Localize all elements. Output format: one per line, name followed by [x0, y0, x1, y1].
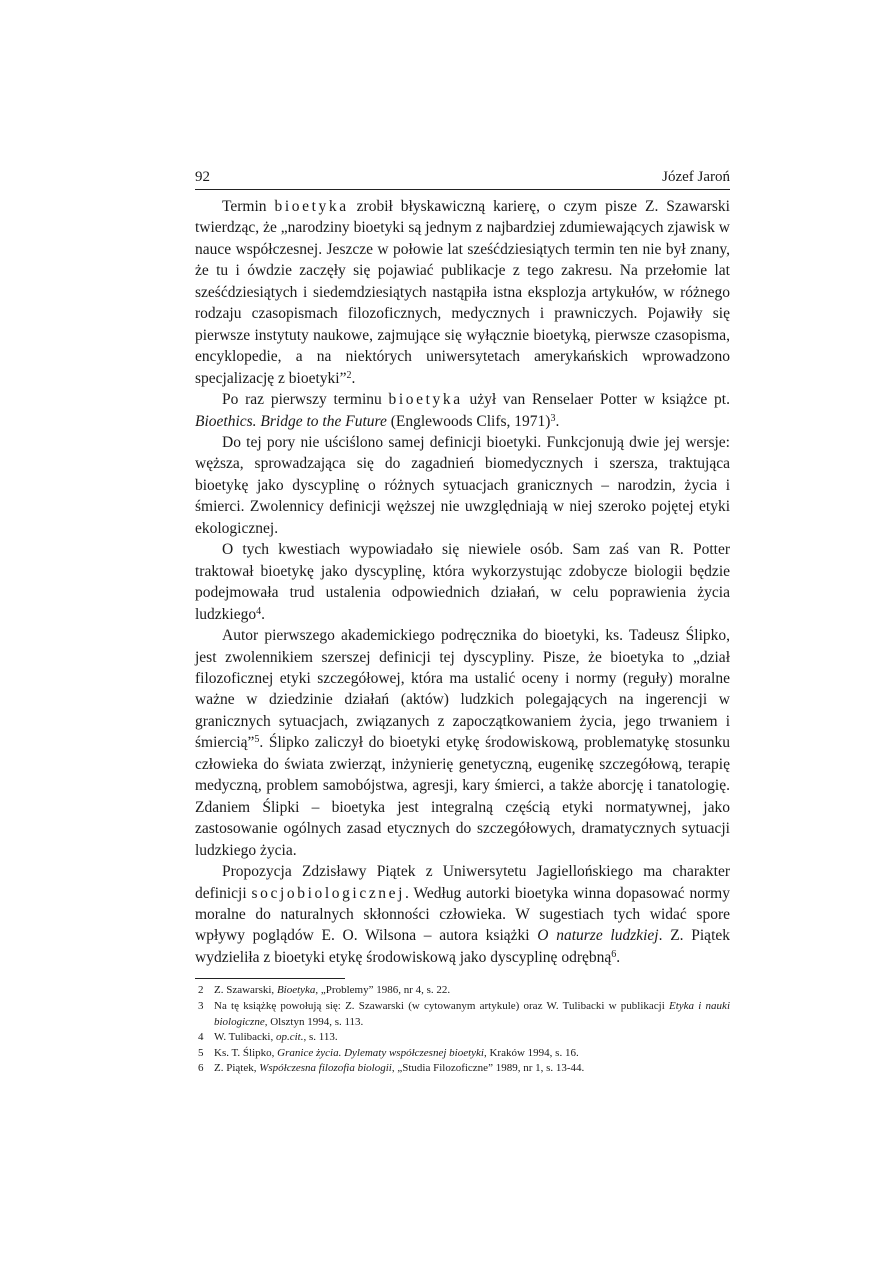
footnote: 6 Z. Piątek, Współczesna filozofia biologii, „Studia Filozoficzne” 1989, nr 1, s. 13-44.	[195, 1061, 730, 1077]
footnote-number: 3	[198, 999, 204, 1012]
footnote-number: 5	[198, 1046, 204, 1059]
running-header-author: Józef Jaroń	[662, 169, 730, 185]
paragraph: Do tej pory nie uściślono samej definicji bioetyki. Funkcjonują dwie jej wersje: węższa, sprowadzająca się do zagadnień biomedycznych i szersza, traktująca bioetykę jako dyscyplinę o różnych sytuacjach granicznych – narodzin, życia i śmierci. Zwolennicy definicji węższej nie uwzględniają w niej szeroko pojętej etyki ekologicznej.	[195, 433, 730, 537]
footnote-number: 4	[198, 1031, 204, 1044]
footnote: 3 Na tę książkę powołują się: Z. Szawarski (w cytowanym artykule) oraz W. Tulibacki w publikacji Etyka i nauki biologiczne, Olsztyn 1994, s. 113.	[195, 999, 730, 1030]
footnote: 4 W. Tulibacki, op.cit., s. 113.	[195, 1030, 730, 1046]
body-text	[195, 196, 730, 968]
paragraph: Po raz pierwszy terminu bioetyka użył van Renselaer Potter w książce pt. Bioethics. Bridge to the Future (Englewoods Clifs, 1971)$^3$.	[195, 391, 730, 430]
book-title: Bioethics. Bridge to the Future	[195, 412, 387, 430]
spaced-term: bioetyka	[388, 391, 463, 409]
footnote-divider	[195, 978, 345, 979]
paragraph: Autor pierwszego akademickiego podręcznika do bioetyki, ks. Tadeusz Ślipko, jest zwolennikiem szerszej definicji tej dyscypliny. Pisze, że bioetyka to „dział filozoficznej etyki szczegółowej, która ma ustalić oceny i normy (reguły) moralne ważne w dziedzinie działań (aktów) ludzkich polegających na ingerencji w granicznych sytuacjach, związanych z zapoczątkowaniem życia, jego trwaniem i śmiercią”$^5$. Ślipko zaliczył do bioetyki etykę środowiskową, problematykę stosunku człowieka do świata zwierząt, inżynierię genetyczną, eugenikę szczegółową, terapię medyczną, problem samobójstwa, agresji, kary śmierci, a także aborcję i tanatologię. Zdaniem Ślipki – bioetyka jest integralną częścią etyki normatywnej, jako zastosowanie ogólnych zasad etycznych do szczegółowych, dramatycznych sytuacji ludzkiego życia.	[195, 627, 730, 859]
footnote-ref: 5	[254, 734, 260, 746]
spaced-term: socjobiologicznej	[251, 884, 406, 902]
footnote-ref: 3	[550, 412, 556, 424]
footnote: 5 Ks. T. Ślipko, Granice życia. Dylematy współczesnej bioetyki, Kraków 1994, s. 16.	[195, 1046, 730, 1062]
footnote-ref: 6	[611, 948, 617, 960]
footnotes	[195, 983, 730, 1077]
paragraph: Propozycja Zdzisławy Piątek z Uniwersytetu Jagiellońskiego ma charakter definicji socjobiologicznej. Według autorki bioetyka winna dopasować normy moralne do naturalnych skłonności człowieka. W sugestiach tych widać spore wpływy poglądów E. O. Wilsona – autora książki O naturze ludzkiej. Z. Piątek wydzieliła z bioetyki etykę środowiskową jako dyscyplinę odrębną$^6$.	[195, 863, 731, 966]
page-number: 92	[195, 169, 210, 185]
document-page	[195, 168, 730, 1077]
paragraph: Termin bioetyka zrobił błyskawiczną karierę, o czym pisze Z. Szawarski twierdząc, że „narodziny bioetyki są jednym z najbardziej zdumiewających zjawisk w nauce współczesnej. Jeszcze w połowie lat sześćdziesiątych termin ten nie był znany, że tu i ówdzie zaczęły się pojawiać publikacje z tego zakresu. Na przełomie lat sześćdziesiątych i siedemdziesiątych nastąpiła istna eksplozja artykułów, w różnego rodzaju czasopismach filozoficznych, medycznych i prawniczych. Pojawiły się pierwsze instytuty naukowe, zajmujące się wyłącznie bioetyką, pierwsze czasopisma, encyklopedie, a na niektórych uniwersytetach amerykańskich wprowadzono specjalizację z bioetyki”$^2$.	[195, 198, 730, 387]
paragraph: O tych kwestiach wypowiadało się niewiele osób. Sam zaś van R. Potter traktował bioetykę jako dyscyplinę, która wykorzystując zdobycze biologii będzie podejmowała trud ustalenia odpowiednich działań, w celu poprawienia życia ludzkiego$^4$.	[195, 541, 730, 623]
book-title: O naturze ludzkiej	[537, 927, 659, 945]
footnote-number: 6	[198, 1062, 204, 1075]
footnote-ref: 4	[256, 605, 262, 617]
footnote: 2 Z. Szawarski, Bioetyka, „Problemy” 1986, nr 4, s. 22.	[195, 983, 730, 999]
footnote-number: 2	[198, 984, 204, 997]
spaced-term: bioetyka	[274, 198, 349, 215]
footnote-ref: 2	[346, 369, 352, 381]
running-header	[195, 168, 730, 190]
